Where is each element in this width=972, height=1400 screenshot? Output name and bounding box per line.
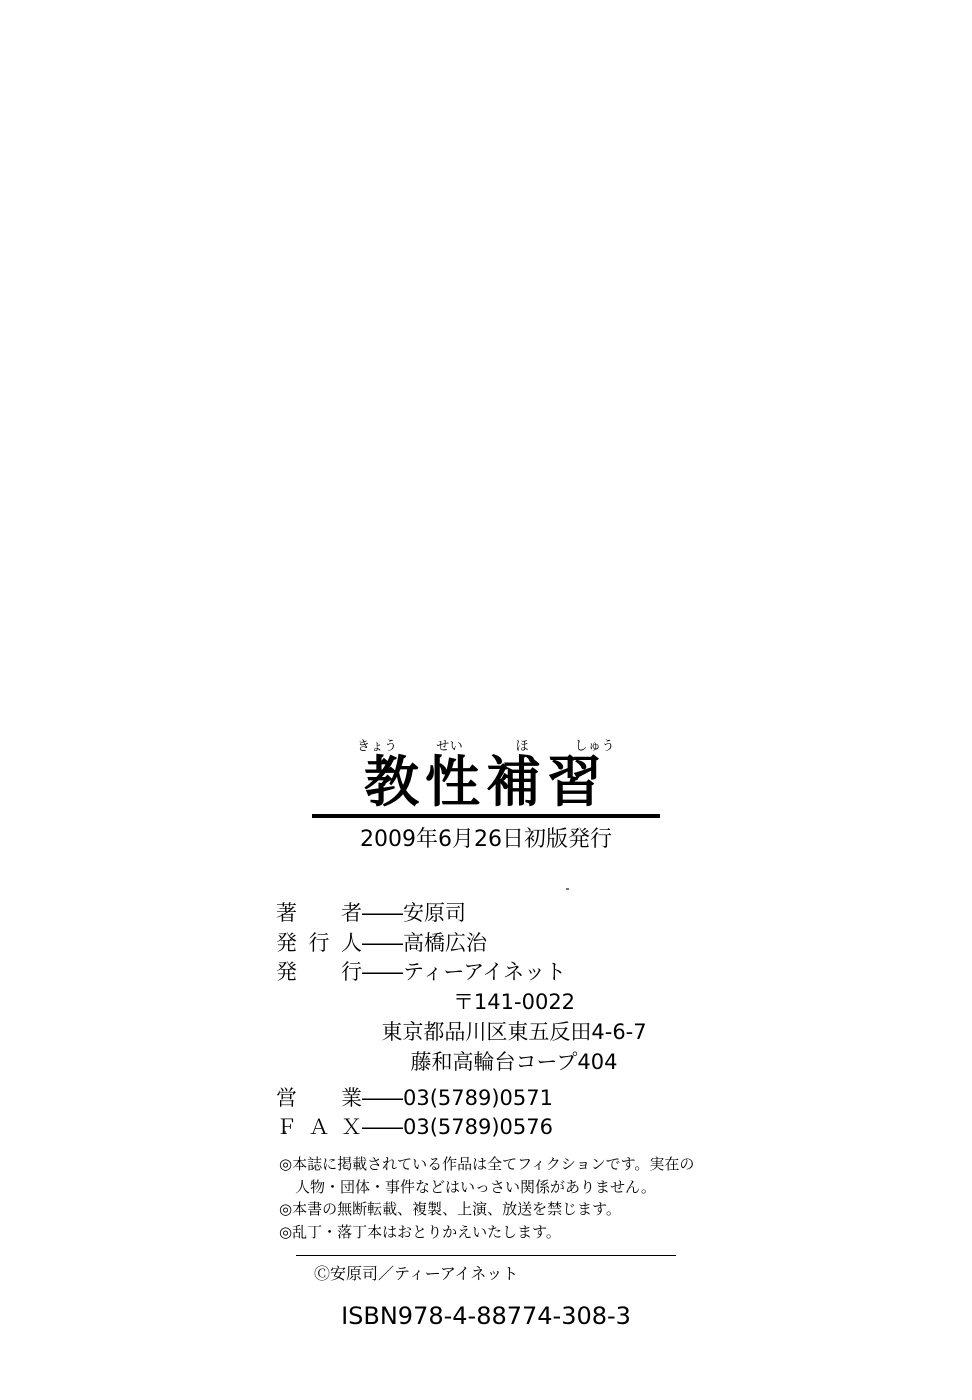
furigana-3: ほ bbox=[515, 739, 529, 754]
credit-value: 高橋広治 bbox=[403, 930, 487, 955]
note-marker: ◎ bbox=[279, 1200, 293, 1219]
credit-dash: ―― bbox=[362, 930, 402, 955]
title-group bbox=[306, 740, 666, 853]
note-item bbox=[279, 1221, 699, 1244]
furigana-4: しゅう bbox=[574, 739, 615, 754]
contact-value: 03(5789)0576 bbox=[403, 1115, 553, 1140]
address-building: 藤和高輪台コープ404 bbox=[410, 1049, 618, 1074]
credit-value: 安原司 bbox=[403, 900, 466, 925]
contact-label: ＦＡＸ bbox=[276, 1115, 362, 1140]
note-text-cont: 人物・団体・事件などはいっさい関係がありません。 bbox=[295, 1177, 656, 1196]
note-marker: ◎ bbox=[279, 1222, 293, 1241]
contact-row-fax bbox=[276, 1113, 696, 1143]
legal-notes bbox=[273, 1153, 699, 1243]
note-marker: ◎ bbox=[279, 1155, 293, 1174]
copyright-divider bbox=[296, 1255, 676, 1256]
note-text: 本誌に掲載されている作品は全てフィクションです。実在の bbox=[292, 1155, 695, 1174]
furigana-1: きょう bbox=[356, 739, 398, 754]
contact-dash: ―― bbox=[362, 1115, 402, 1140]
note-item bbox=[279, 1153, 699, 1198]
credit-dash: ―― bbox=[362, 900, 402, 925]
page-title: 教性補習 bbox=[363, 750, 608, 814]
credit-row-publisher bbox=[276, 958, 696, 988]
note-item bbox=[279, 1198, 699, 1221]
note-text: 乱丁・落丁本はおとりかえいたします。 bbox=[292, 1222, 561, 1241]
address-postal-code: 〒141-0022 bbox=[452, 990, 576, 1015]
contact-label: 営 業 bbox=[276, 1085, 362, 1110]
credit-row-author bbox=[276, 899, 696, 929]
credits-block bbox=[276, 899, 696, 1144]
title-divider bbox=[312, 814, 660, 818]
contact-row-sales bbox=[276, 1084, 696, 1114]
credit-value: ティーアイネット bbox=[403, 960, 567, 985]
credit-row-publisher-person bbox=[276, 929, 696, 959]
credit-label: 著 者 bbox=[276, 900, 362, 925]
copyright-notice: Ⓒ安原司／ティーアイネット bbox=[314, 1264, 519, 1284]
address-street: 東京都品川区東五反田4-6-7 bbox=[381, 1020, 647, 1044]
publication-date: 2009年6月26日初版発行 bbox=[360, 826, 612, 852]
colophon-block bbox=[0, 740, 972, 1330]
note-text: 本書の無断転載、複製、上演、放送を禁じます。 bbox=[292, 1200, 621, 1219]
credit-dash: ―― bbox=[362, 960, 402, 985]
contact-dash: ―― bbox=[362, 1085, 402, 1110]
contact-value: 03(5789)0571 bbox=[403, 1085, 553, 1110]
furigana-2: せい bbox=[436, 739, 464, 754]
credit-label: 発行人 bbox=[276, 930, 362, 955]
credit-label: 発 行 bbox=[276, 960, 362, 985]
isbn-number: ISBN978-4-88774-308-3 bbox=[341, 1302, 631, 1331]
